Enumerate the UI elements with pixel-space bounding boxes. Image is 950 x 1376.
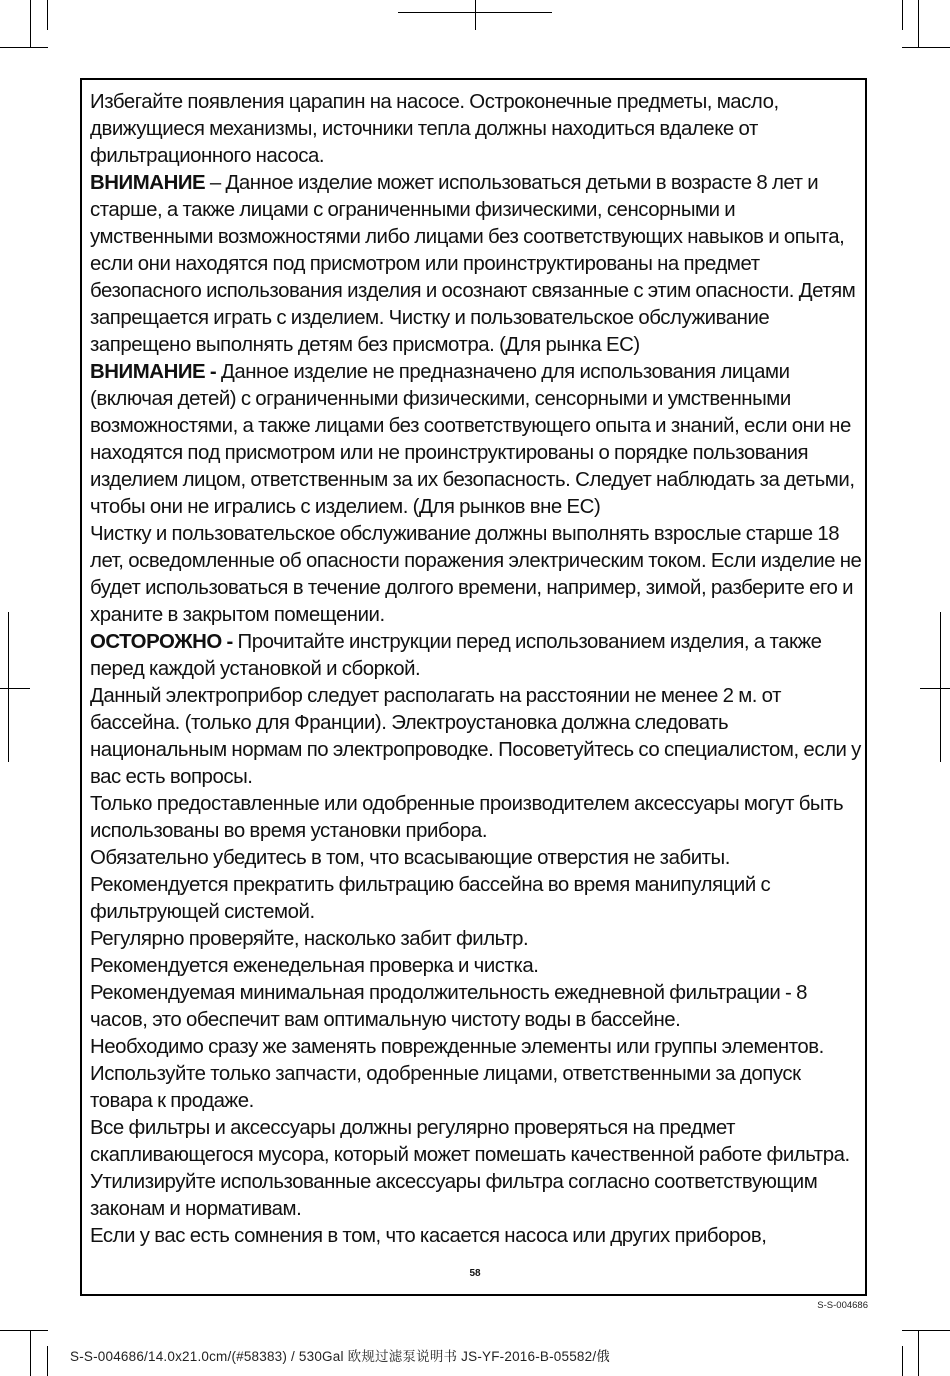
paragraph-text: Рекомендуется еженедельная проверка и чистка. — [90, 955, 539, 977]
paragraph-text: Обязательно убедитесь в том, что всасывающие отверстия не забиты. — [90, 847, 730, 869]
paragraph-text: Регулярно проверяйте, насколько забит фильтр. — [90, 928, 529, 950]
paragraph-text: Рекомендуется прекратить фильтрацию бассейна во время манипуляций с фильтрующей системой. — [90, 874, 771, 923]
paragraph — [90, 791, 862, 845]
paragraph-text: Данный электроприбор следует располагать на расстоянии не менее 2 м. от бассейна. (только для Франции). Электроустановка должна следовать национальным нормам по электропроводке. Посоветуйтесь со специалистом, если у вас есть вопросы. — [90, 685, 861, 788]
warning-label: ОСТОРОЖНО - — [90, 631, 233, 653]
warning-paragraph — [90, 629, 862, 683]
warning-paragraph — [90, 170, 862, 359]
warning-label: ВНИМАНИЕ — [90, 172, 206, 194]
paragraph — [90, 953, 862, 980]
paragraph — [90, 1115, 862, 1223]
warning-paragraph — [90, 359, 862, 521]
paragraph-text: Прочитайте инструкции перед использованием изделия, а также перед каждой установкой и сборкой. — [90, 631, 822, 680]
warning-label: ВНИМАНИЕ - — [90, 361, 217, 383]
paragraph-text: Необходимо сразу же заменять поврежденные элементы или группы элементов. Используйте только запчасти, одобренные лицами, ответственными за допуск товара к продаже. — [90, 1036, 824, 1112]
paragraph-text: Чистку и пользовательское обслуживание должны выполнять взрослые старше 18 лет, осведомленные об опасности поражения электрическим током. Если изделие не будет использоваться в течение долгого времени, например, зимой, разберите его и храните в закрытом помещении. — [90, 523, 862, 626]
paragraph — [90, 89, 862, 170]
paragraph — [90, 926, 862, 953]
paragraph — [90, 980, 862, 1034]
paragraph — [90, 1223, 862, 1250]
paragraph-text: Если у вас есть сомнения в том, что касается насоса или других приборов, — [90, 1225, 767, 1247]
paragraph-text: Рекомендуемая минимальная продолжительность ежедневной фильтрации - 8 часов, это обеспечит вам оптимальную чистоту воды в бассейне. — [90, 982, 807, 1031]
paragraph — [90, 872, 862, 926]
page-number: 58 — [469, 1268, 481, 1279]
paragraph — [90, 521, 862, 629]
paragraph — [90, 1034, 862, 1115]
paragraph-text: – Данное изделие может использоваться детьми в возрасте 8 лет и старше, а также лицами с ограниченными физическими, сенсорными и умственными возможностями либо лицами без соответствующих навыков и опыта, если они находятся под присмотром или проинструктированы на предмет безопасного использования изделия и осознают связанные с этим опасности. Детям запрещается играть с изделием. Чистку и пользовательское обслуживание запрещено выполнять детям без присмотра. (Для рынка ЕС) — [90, 172, 856, 356]
paragraph-text: Избегайте появления царапин на насосе. Остроконечные предметы, масло, движущиеся механизмы, источники тепла должны находиться вдалеке от фильтрационного насоса. — [90, 91, 779, 167]
paragraph-text: Все фильтры и аксессуары должны регулярно проверяться на предмет скапливающегося мусора, который может помешать качественной работе фильтра. Утилизируйте использованные аксессуары фильтра согласно соответствующим законам и нормативам. — [90, 1117, 850, 1220]
paragraph-text: Только предоставленные или одобренные производителем аксессуары могут быть использованы во время установки прибора. — [90, 793, 844, 842]
paragraph — [90, 683, 862, 791]
document-code: S-S-004686 — [817, 1300, 868, 1311]
instructions-text — [90, 89, 862, 1250]
paragraph — [90, 845, 862, 872]
paragraph-text: Данное изделие не предназначено для использования лицами (включая детей) с ограниченными физическими, сенсорными и умственными возможностями, а также лицами без соответствующего опыта и знаний, если они не находятся под присмотром или не проинструктированы о порядке пользования изделием лицом, ответственным за их безопасность. Следует наблюдать за детьми, чтобы они не игрались с изделием. (Для рынков вне ЕС) — [90, 361, 855, 518]
print-spec-footer: S-S-004686/14.0x21.0cm/(#58383) / 530Gal 欧规过滤泵说明书 JS-YF-2016-B-05582/俄 — [70, 1349, 610, 1364]
